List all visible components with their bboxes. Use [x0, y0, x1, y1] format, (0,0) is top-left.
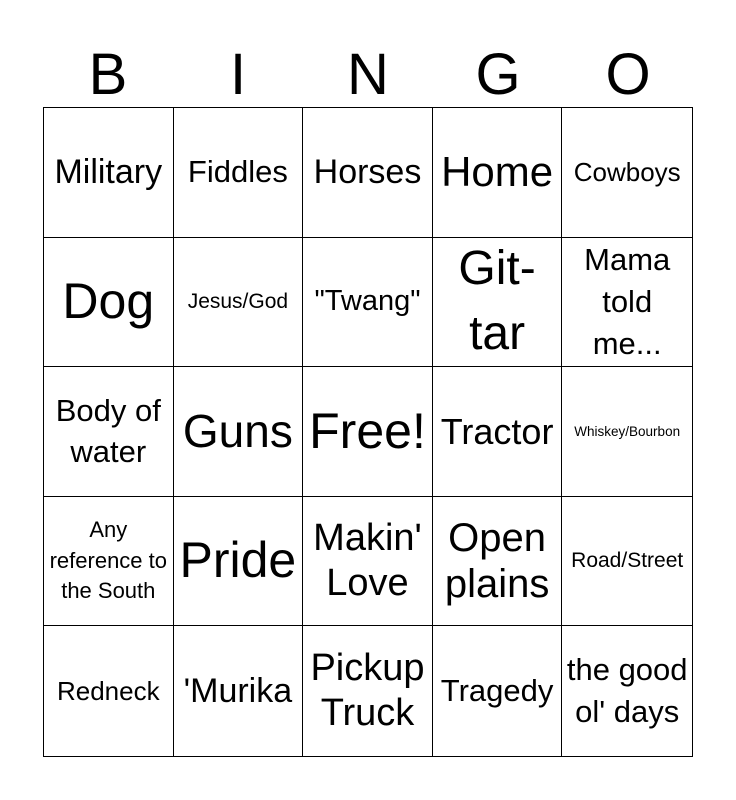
bingo-cell[interactable]: Jesus/God [174, 238, 304, 368]
bingo-cell[interactable]: Redneck [44, 626, 174, 756]
bingo-cell[interactable]: Any reference to the South [44, 497, 174, 627]
bingo-cell[interactable]: Pride [174, 497, 304, 627]
bingo-cell[interactable]: Guns [174, 367, 304, 497]
header-letter-b: B [88, 42, 128, 107]
bingo-cell[interactable]: "Twang" [303, 238, 433, 368]
bingo-cell[interactable]: Military [44, 108, 174, 238]
bingo-cell[interactable]: Pickup Truck [303, 626, 433, 756]
header-letter-g: G [475, 42, 521, 107]
header-letter-n: N [347, 42, 389, 107]
bingo-cell[interactable]: Tragedy [433, 626, 563, 756]
bingo-cell[interactable]: Makin' Love [303, 497, 433, 627]
bingo-cell[interactable]: the good ol' days [566, 652, 688, 730]
bingo-cell[interactable]: Free! [303, 367, 433, 497]
header-letter-o: O [605, 42, 651, 107]
bingo-cell[interactable]: Git-tar [433, 238, 563, 368]
bingo-cell[interactable]: Fiddles [174, 108, 304, 238]
bingo-cell[interactable]: Body of water [44, 367, 174, 497]
bingo-cell[interactable]: Open plains [433, 497, 563, 627]
bingo-board [43, 107, 693, 757]
bingo-cell[interactable]: Road/Street [562, 497, 692, 627]
header-letter-i: I [229, 42, 247, 107]
bingo-cell[interactable]: Dog [44, 238, 174, 368]
bingo-header [43, 44, 693, 106]
bingo-cell[interactable]: Home [433, 108, 563, 238]
bingo-cell[interactable]: Tractor [433, 367, 563, 497]
bingo-cell[interactable]: 'Murika [174, 626, 304, 756]
bingo-cell[interactable]: Whiskey/Bourbon [562, 367, 692, 497]
bingo-cell[interactable]: Horses [303, 108, 433, 238]
bingo-cell[interactable]: Mama told me... [562, 238, 692, 368]
bingo-cell[interactable]: Cowboys [562, 108, 692, 238]
